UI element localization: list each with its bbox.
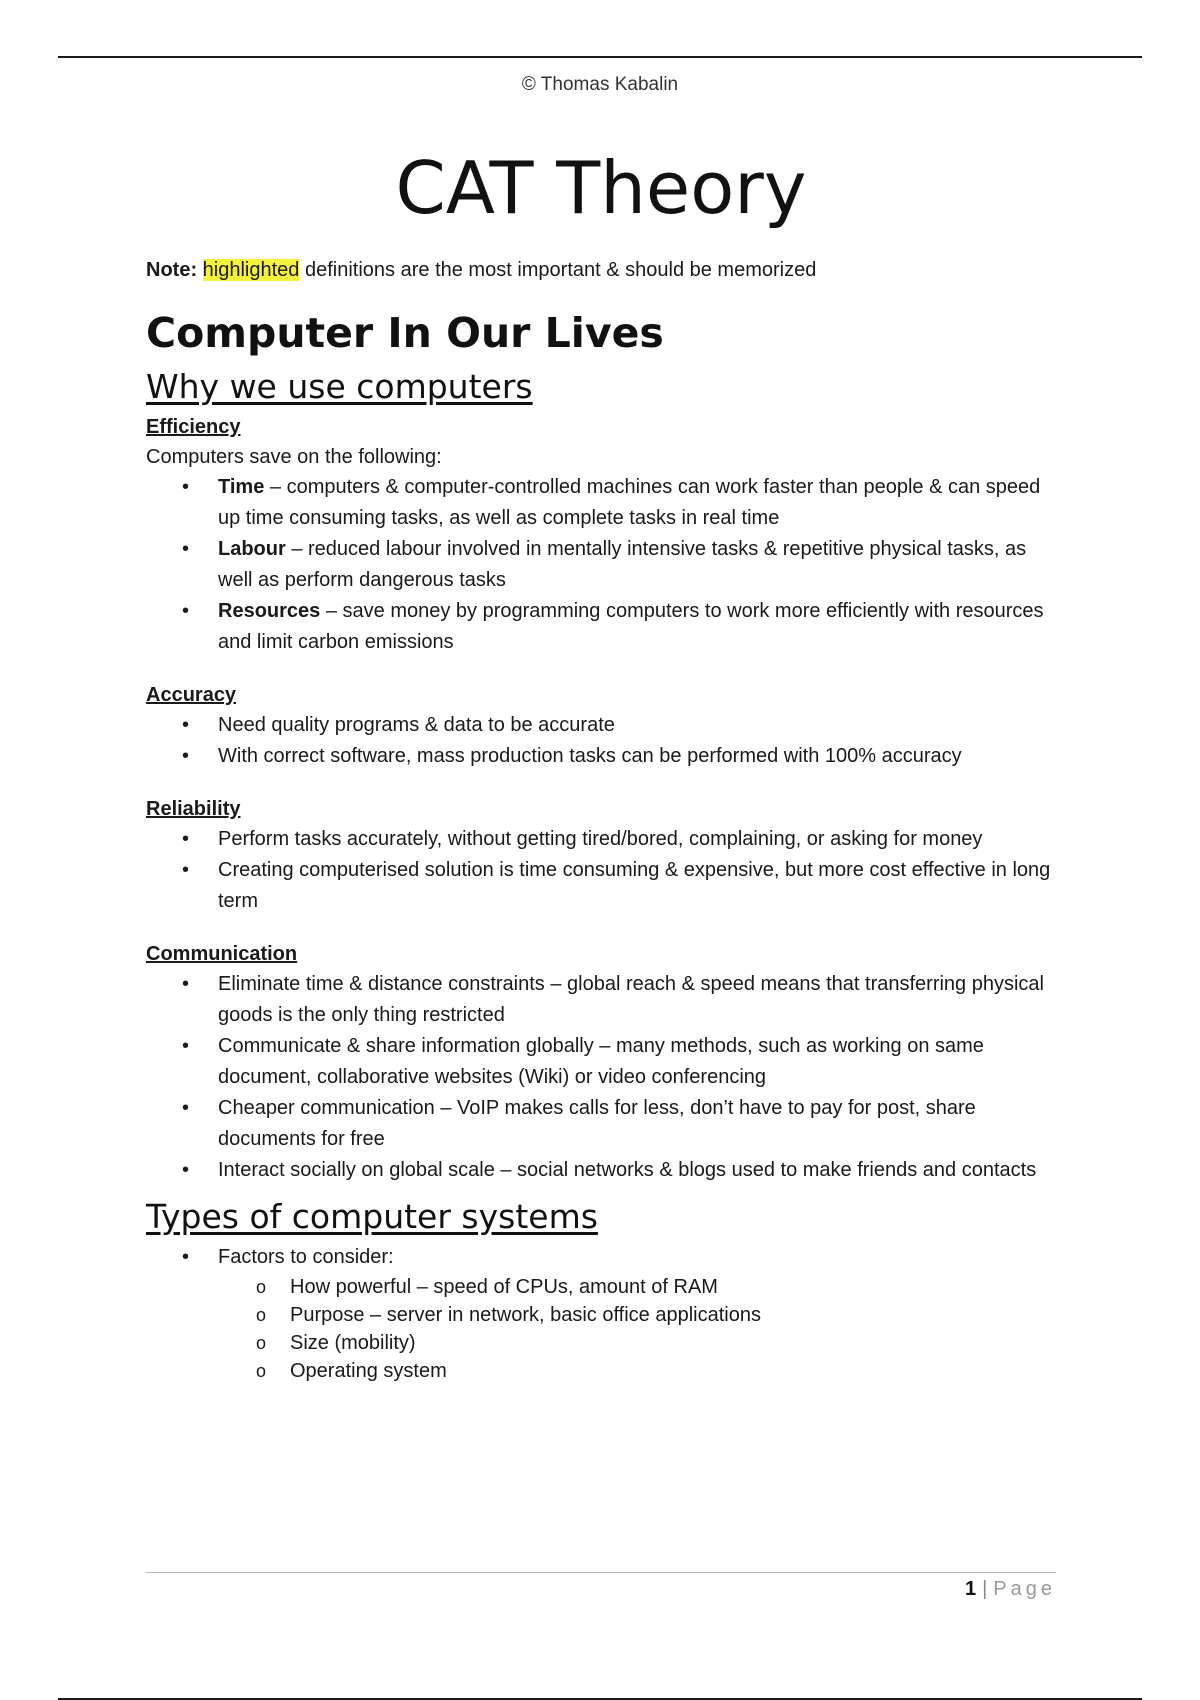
list-item: • Need quality programs & data to be accurate xyxy=(146,710,1056,741)
list-item xyxy=(146,1242,1056,1385)
subsection-heading-why: Why we use computers xyxy=(146,367,533,406)
definition: – reduced labour involved in mentally intensive tasks & repetitive physical tasks, as well as perform dangerous tasks xyxy=(218,538,1027,591)
list-item: • Interact socially on global scale – social networks & blogs used to make friends and contacts xyxy=(146,1155,1056,1186)
reliability-label: Reliability xyxy=(146,798,241,820)
list-item: • Creating computerised solution is time consuming & expensive, but more cost effective in long term xyxy=(146,855,1056,917)
page-word: Page xyxy=(993,1578,1056,1600)
accuracy-list xyxy=(146,710,1056,772)
factors-label: Factors to consider: xyxy=(218,1246,394,1268)
section-heading: Computer In Our Lives xyxy=(146,309,664,357)
list-item xyxy=(146,472,1056,534)
sub-list-item: o Operating system xyxy=(146,1357,1056,1385)
list-item: • Eliminate time & distance constraints – global reach & speed means that transferring physical goods is the only thing restricted xyxy=(146,969,1056,1031)
efficiency-label: Efficiency xyxy=(146,416,241,438)
list-item: • Communicate & share information globally – many methods, such as working on same document, collaborative websites (Wiki) or video conferencing xyxy=(146,1031,1056,1093)
page-number: 1 xyxy=(964,1578,977,1600)
header-rule xyxy=(58,56,1142,58)
page-separator: | xyxy=(982,1578,988,1600)
types-list xyxy=(146,1242,1056,1385)
term: Resources xyxy=(218,600,321,622)
note-text: definitions are the most important & should be memorized xyxy=(304,259,817,281)
document-body xyxy=(146,140,1056,1407)
note-line xyxy=(146,256,1056,284)
list-item: • Perform tasks accurately, without getting tired/bored, complaining, or asking for money xyxy=(146,824,1056,855)
footer-rule xyxy=(146,1572,1056,1573)
document-title: CAT Theory xyxy=(395,146,807,230)
definition: – save money by programming computers to work more efficiently with resources and limit carbon emissions xyxy=(218,600,1044,653)
communication-label: Communication xyxy=(146,943,298,965)
communication-list xyxy=(146,969,1056,1186)
term: Labour xyxy=(218,538,286,560)
highlighted-word: highlighted xyxy=(202,259,300,281)
sub-list-item: o How powerful – speed of CPUs, amount of RAM xyxy=(146,1273,1056,1301)
list-item xyxy=(146,534,1056,596)
efficiency-intro: Computers save on the following: xyxy=(146,446,442,468)
sub-list-item: o Purpose – server in network, basic office applications xyxy=(146,1301,1056,1329)
list-item: • Cheaper communication – VoIP makes calls for less, don’t have to pay for post, share documents for free xyxy=(146,1093,1056,1155)
definition: – computers & computer-controlled machines can work faster than people & can speed up time consuming tasks, as well as complete tasks in real time xyxy=(218,476,1041,529)
sub-list-item: o Size (mobility) xyxy=(146,1329,1056,1357)
subsection-heading-types: Types of computer systems xyxy=(146,1197,598,1236)
note-label: Note: xyxy=(146,259,198,281)
page-number-footer xyxy=(965,1578,1056,1601)
factors-sublist xyxy=(146,1273,1056,1385)
efficiency-list xyxy=(146,472,1056,658)
term: Time xyxy=(218,476,265,498)
reliability-list xyxy=(146,824,1056,917)
list-item xyxy=(146,596,1056,658)
accuracy-label: Accuracy xyxy=(146,684,237,706)
list-item: • With correct software, mass production tasks can be performed with 100% accuracy xyxy=(146,741,1056,772)
copyright-header: © Thomas Kabalin xyxy=(521,74,679,95)
